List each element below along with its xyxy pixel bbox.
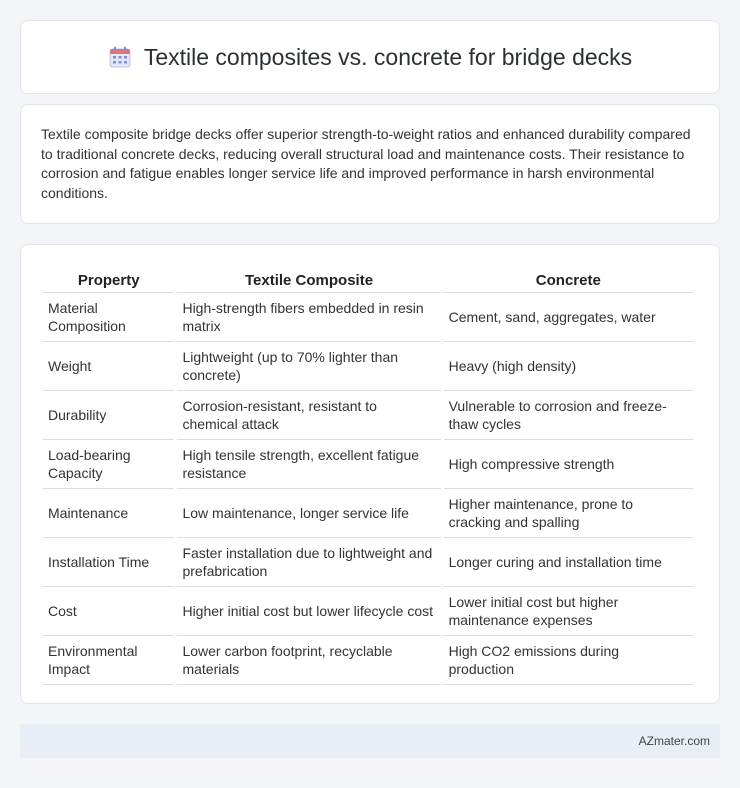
cell-concrete: Higher maintenance, prone to cracking and spalling — [444, 489, 693, 538]
comparison-table — [40, 263, 696, 685]
header-textile-composite: Textile Composite — [177, 263, 440, 293]
cell-property: Weight — [43, 342, 174, 391]
cell-concrete: Longer curing and installation time — [444, 538, 693, 587]
cell-concrete: High CO2 emissions during production — [444, 636, 693, 685]
cell-textile-composite: Faster installation due to lightweight and prefabrication — [177, 538, 440, 587]
table-header-row — [43, 263, 693, 293]
cell-property: Durability — [43, 391, 174, 440]
table-row — [43, 636, 693, 685]
cell-textile-composite: High tensile strength, excellent fatigue resistance — [177, 440, 440, 489]
footer — [20, 724, 720, 758]
table-row — [43, 489, 693, 538]
table-row — [43, 587, 693, 636]
cell-textile-composite: Corrosion-resistant, resistant to chemical attack — [177, 391, 440, 440]
cell-property: Material Composition — [43, 293, 174, 342]
page-title: Textile composites vs. concrete for bridge decks — [143, 43, 633, 70]
cell-textile-composite: High-strength fibers embedded in resin matrix — [177, 293, 440, 342]
table-row — [43, 342, 693, 391]
cell-textile-composite: Low maintenance, longer service life — [177, 489, 440, 538]
intro-text: Textile composite bridge decks offer superior strength-to-weight ratios and enhanced durability compared to traditional concrete decks, reducing overall structural load and maintenance costs. Their resistance to corrosion and fatigue enables longer service life and improved performance in harsh environmental conditions. — [41, 126, 691, 201]
header-concrete: Concrete — [444, 263, 693, 293]
intro-card — [20, 104, 720, 224]
table-row — [43, 293, 693, 342]
header-property: Property — [43, 263, 174, 293]
cell-concrete: Cement, sand, aggregates, water — [444, 293, 693, 342]
calendar-icon — [108, 45, 132, 69]
cell-concrete: Heavy (high density) — [444, 342, 693, 391]
footer-site-label: AZmater.com — [638, 734, 710, 748]
cell-property: Load-bearing Capacity — [43, 440, 174, 489]
cell-textile-composite: Lower carbon footprint, recyclable materials — [177, 636, 440, 685]
cell-property: Environmental Impact — [43, 636, 174, 685]
table-row — [43, 440, 693, 489]
comparison-table-card — [20, 244, 720, 704]
cell-concrete: Lower initial cost but higher maintenance expenses — [444, 587, 693, 636]
table-row — [43, 538, 693, 587]
title-card — [20, 20, 720, 94]
cell-textile-composite: Lightweight (up to 70% lighter than concrete) — [177, 342, 440, 391]
cell-property: Installation Time — [43, 538, 174, 587]
table-row — [43, 391, 693, 440]
cell-property: Maintenance — [43, 489, 174, 538]
cell-concrete: Vulnerable to corrosion and freeze-thaw cycles — [444, 391, 693, 440]
cell-concrete: High compressive strength — [444, 440, 693, 489]
cell-property: Cost — [43, 587, 174, 636]
cell-textile-composite: Higher initial cost but lower lifecycle cost — [177, 587, 440, 636]
